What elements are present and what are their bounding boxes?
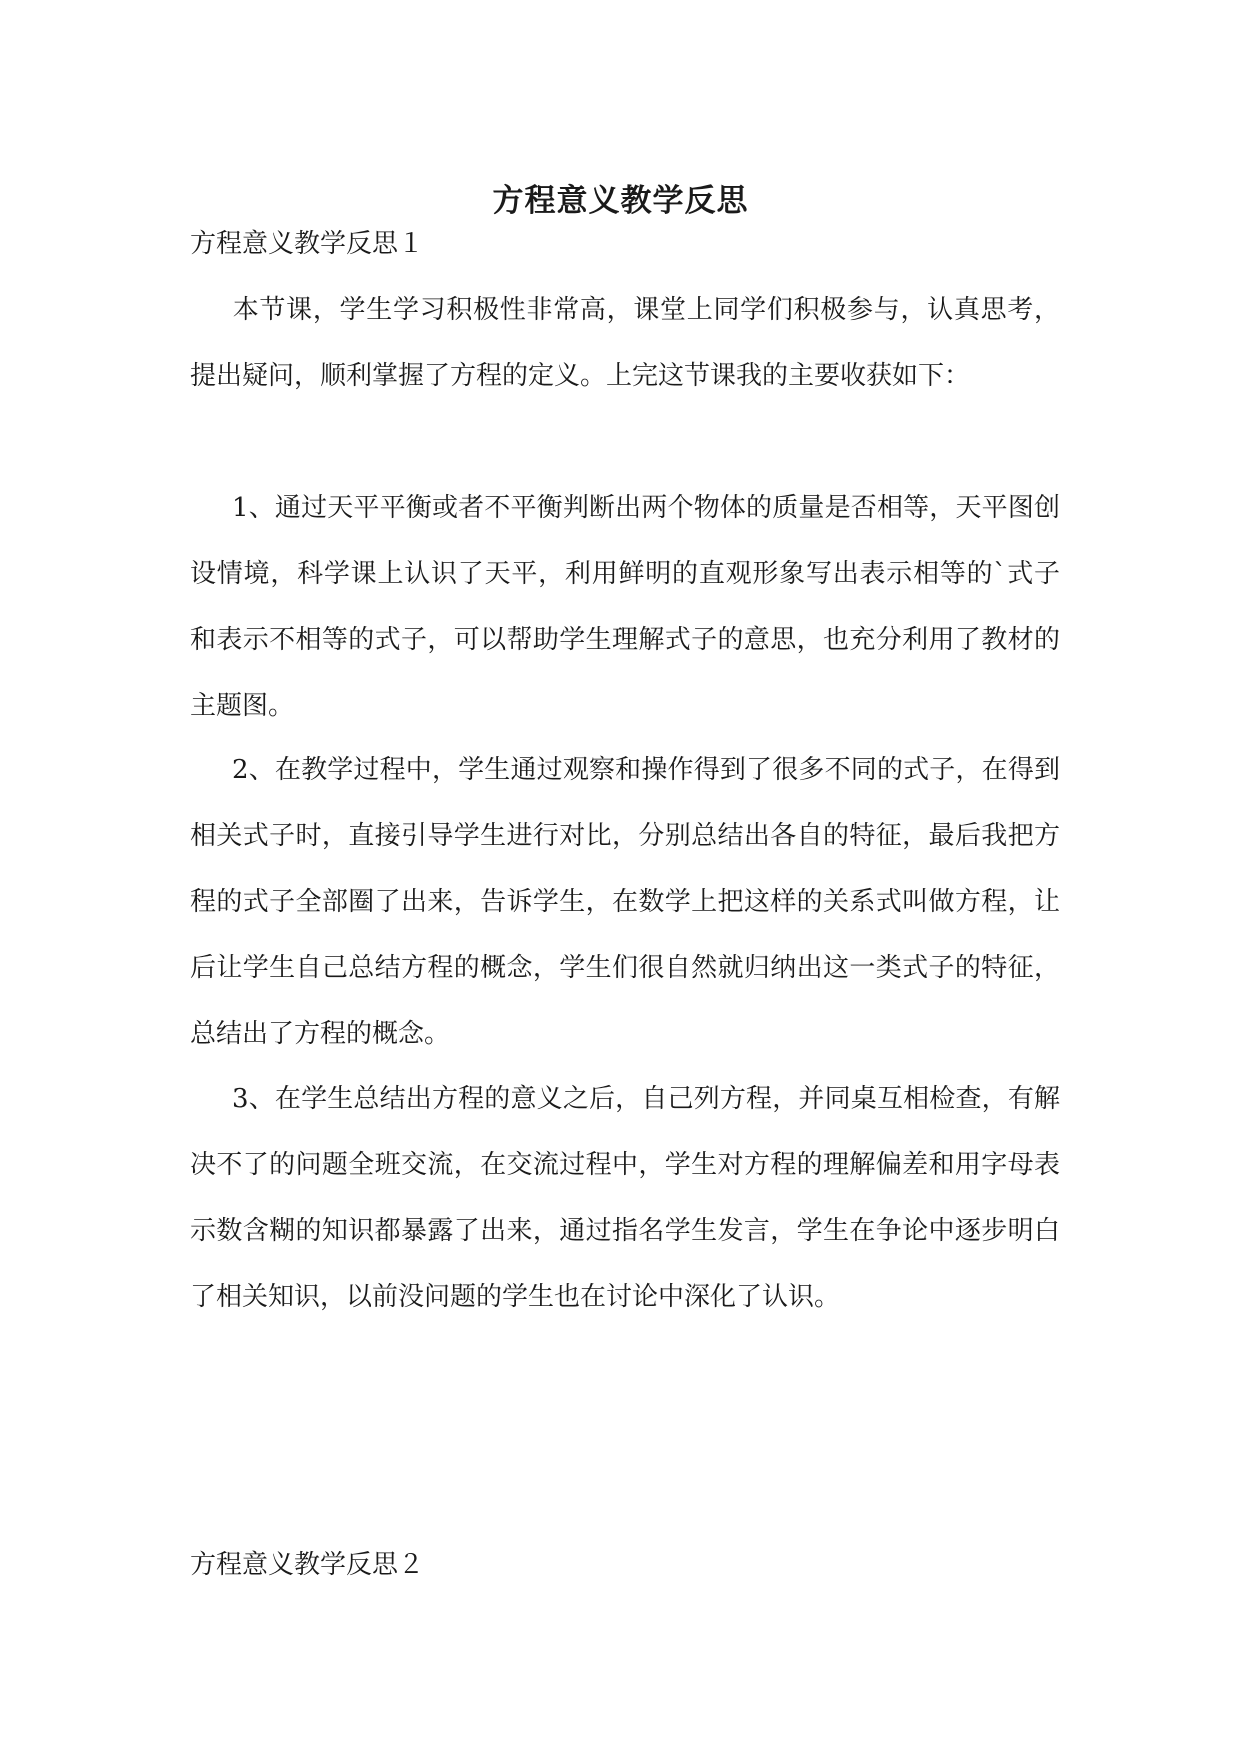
section-heading-2: 方程意义教学反思２ bbox=[190, 1550, 425, 1580]
section-heading-1: 方程意义教学反思１ bbox=[190, 229, 425, 259]
paragraph-point-3 bbox=[190, 1066, 1060, 1330]
paragraph-text: 2、在教学过程中，学生通过观察和操作得到了很多不同的式子，在得到相关式子时，直接引导学生进行对比，分别总结出各自的特征，最后我把方程的式子全部圈了出来，告诉学生，在数学上把这样的关系式叫做方程，让后让学生自己总结方程的概念，学生们很自然就归纳出这一类式子的特征，总结出了方程的概念。 bbox=[190, 755, 1060, 1049]
paragraph-text: 本节课，学生学习积极性非常高，课堂上同学们积极参与，认真思考，提出疑问，顺利掌握了方程的定义。上完这节课我的主要收获如下： bbox=[190, 295, 1060, 391]
document-title: 方程意义教学反思 bbox=[492, 182, 749, 219]
paragraph-text: 3、在学生总结出方程的意义之后，自己列方程，并同桌互相检查，有解决不了的问题全班交流，在交流过程中，学生对方程的理解偏差和用字母表示数含糊的知识都暴露了出来，通过指名学生发言，学生在争论中逐步明白了相关知识，以前没问题的学生也在讨论中深化了认识。 bbox=[190, 1084, 1060, 1312]
paragraph-point-1 bbox=[190, 475, 1060, 739]
paragraph-point-2 bbox=[190, 737, 1060, 1067]
paragraph-intro bbox=[190, 277, 1060, 409]
paragraph-text: 1、通过天平平衡或者不平衡判断出两个物体的质量是否相等，天平图创设情境，科学课上认识了天平，利用鲜明的直观形象写出表示相等的`式子和表示不相等的式子，可以帮助学生理解式子的意思，也充分利用了教材的主题图。 bbox=[190, 493, 1060, 721]
